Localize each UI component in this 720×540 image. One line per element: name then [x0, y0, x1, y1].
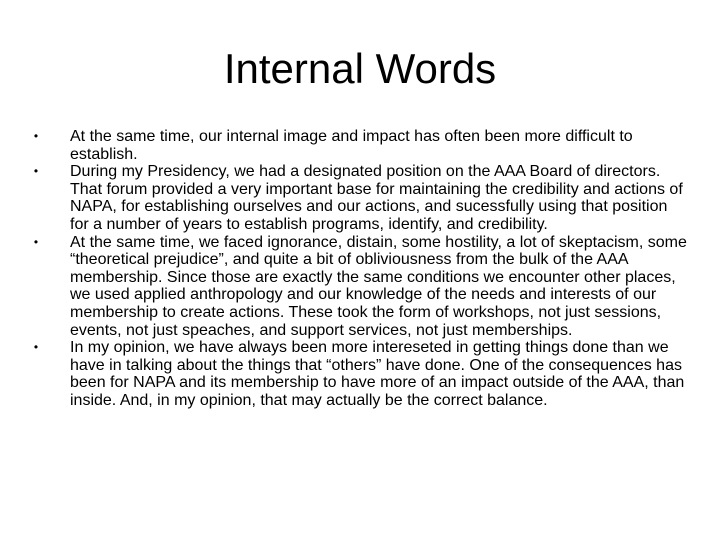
bullet-text: In my opinion, we have always been more intereseted in getting things done than we have in talking about the things that “others” have done. One of the consequences has been for NAPA and its membership to have more of an impact outside of the AAA, than inside. And, in my opinion, that may actually be the correct balance.	[70, 339, 685, 409]
bullet-item	[30, 339, 690, 409]
slide-title: Internal Words	[223, 45, 497, 92]
bullet-dot-icon: •	[33, 164, 39, 179]
bullet-dot-icon: •	[33, 234, 39, 249]
bullet-item	[30, 163, 690, 233]
bullet-text: During my Presidency, we had a designated position on the AAA Board of directors. That forum provided a very important base for maintaining the credibility and actions of NAPA, for establishing ourselves and our actions, and sucessfully using that position for a number of years to establish programs, identify, and credibility.	[70, 163, 683, 233]
bullet-list	[30, 128, 690, 410]
bullet-text: At the same time, our internal image and impact has often been more difficult to establish.	[70, 128, 633, 163]
bullet-dot-icon: •	[33, 340, 39, 355]
bullet-item	[30, 234, 690, 340]
bullet-text: At the same time, we faced ignorance, distain, some hostility, a lot of skeptacism, some “theoretical prejudice”, and quite a bit of obliviousness from the bulk of the AAA membership. Since those are exactly the same conditions we encounter other places, we used applied anthropology and our knowledge of the needs and interests of our membership to create actions. These took the form of workshops, not just sessions, events, not just speaches, and support services, not just memberships.	[70, 233, 687, 339]
bullet-dot-icon: •	[33, 129, 39, 143]
bullet-item	[30, 128, 690, 163]
